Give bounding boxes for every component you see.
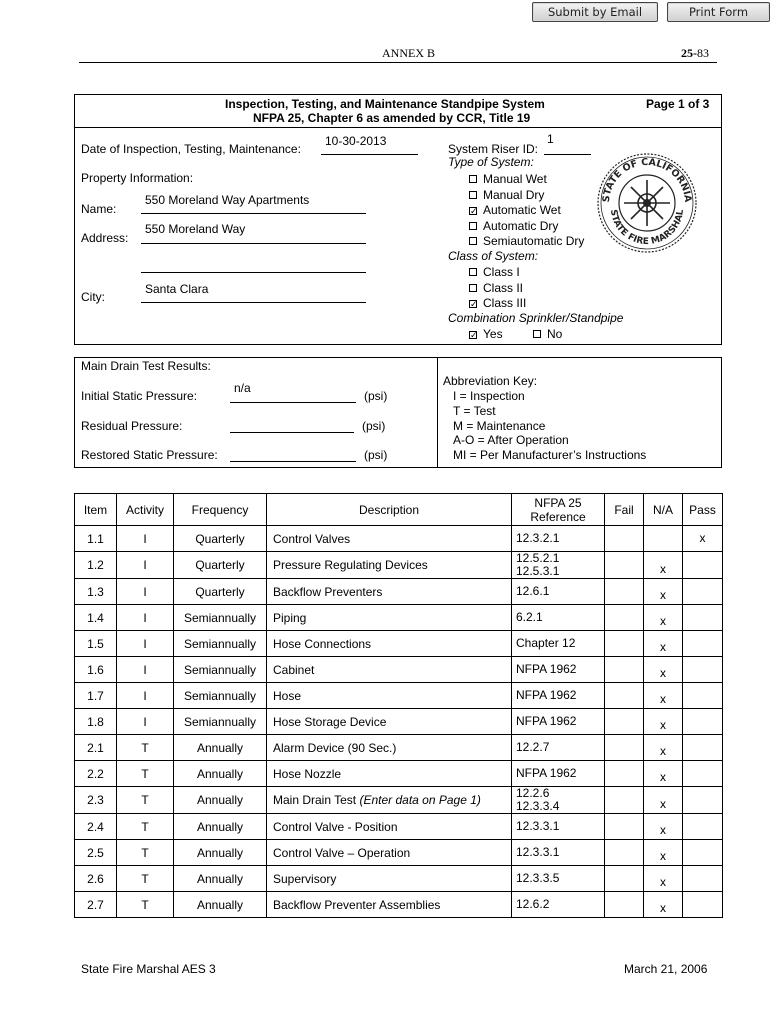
- frequency-cell: Semiannually: [174, 709, 267, 735]
- address-line2-underline[interactable]: [141, 272, 366, 273]
- reference-cell: [512, 709, 605, 735]
- city-label: City:: [81, 290, 105, 304]
- reference-line1: NFPA 1962: [516, 662, 577, 676]
- pass-cell[interactable]: [683, 787, 723, 814]
- description-text: Control Valve - Position: [273, 819, 398, 834]
- date-field[interactable]: 10-30-2013: [325, 134, 387, 148]
- description-text: Hose: [273, 688, 302, 703]
- fail-cell[interactable]: [605, 840, 644, 866]
- reference-line1: NFPA 1962: [516, 766, 577, 780]
- initial-pressure-underline: [230, 402, 356, 403]
- footer-left: State Fire Marshal AES 3: [81, 962, 216, 976]
- item-cell: 1.2: [75, 552, 117, 579]
- abbrev-test: T = Test: [453, 404, 496, 418]
- abbreviation-title: Abbreviation Key:: [443, 374, 538, 388]
- description-cell: [267, 605, 512, 631]
- frequency-cell: Annually: [174, 735, 267, 761]
- table-row: [75, 840, 723, 866]
- description-text: Backflow Preventer Assemblies: [273, 897, 441, 912]
- description-text: Control Valves: [273, 531, 351, 546]
- frequency-cell: Semiannually: [174, 631, 267, 657]
- combo-yes-option[interactable]: [469, 327, 503, 341]
- system-type-manual-wet-option[interactable]: [469, 172, 547, 186]
- table-row: [75, 866, 723, 892]
- item-cell: 2.1: [75, 735, 117, 761]
- drain-box-divider: [437, 358, 438, 467]
- activity-cell: I: [117, 683, 174, 709]
- combo-yes-label: Yes: [483, 327, 503, 341]
- item-cell: 1.3: [75, 579, 117, 605]
- pass-cell[interactable]: [683, 709, 723, 735]
- frequency-cell: Quarterly: [174, 526, 267, 552]
- frequency-cell: Annually: [174, 866, 267, 892]
- system-class-ii-option[interactable]: [469, 281, 523, 295]
- frequency-cell: Semiannually: [174, 657, 267, 683]
- print-form-button[interactable]: Print Form: [667, 2, 770, 22]
- pass-cell[interactable]: [683, 683, 723, 709]
- description-cell: [267, 735, 512, 761]
- item-cell: 1.8: [75, 709, 117, 735]
- fail-cell[interactable]: [605, 787, 644, 814]
- property-info-label: Property Information:: [81, 171, 194, 185]
- abbrev-after-operation: A-O = After Operation: [453, 433, 569, 447]
- system-class-i-label: Class I: [483, 265, 520, 279]
- description-text: Hose Storage Device: [273, 714, 387, 729]
- na-cell[interactable]: x: [644, 787, 683, 814]
- pass-cell[interactable]: [683, 657, 723, 683]
- fail-cell[interactable]: [605, 657, 644, 683]
- pass-cell[interactable]: [683, 552, 723, 579]
- table-row: [75, 814, 723, 840]
- system-type-automatic-dry-checkbox[interactable]: [469, 222, 477, 230]
- description-cell: [267, 683, 512, 709]
- table-row: [75, 892, 723, 918]
- frequency-cell: Semiannually: [174, 683, 267, 709]
- form-title-line1: Inspection, Testing, and Maintenance Standpipe System: [225, 97, 545, 111]
- reference-line1: 12.2.6: [516, 786, 550, 800]
- initial-pressure-field[interactable]: n/a: [234, 381, 251, 395]
- fail-cell[interactable]: [605, 605, 644, 631]
- system-class-i-checkbox[interactable]: [469, 268, 477, 276]
- description-cell: [267, 657, 512, 683]
- system-type-manual-dry-label: Manual Dry: [483, 187, 545, 202]
- frequency-cell: Annually: [174, 814, 267, 840]
- description-text: Alarm Device (90 Sec.): [273, 740, 397, 755]
- fail-cell[interactable]: [605, 892, 644, 918]
- description-cell: [267, 892, 512, 918]
- riser-id-field[interactable]: 1: [547, 132, 554, 146]
- description-note: (Enter data on Page 1): [359, 793, 481, 807]
- frequency-cell: Semiannually: [174, 605, 267, 631]
- description-cell: [267, 709, 512, 735]
- system-class-iii-label: Class III: [483, 296, 527, 310]
- abbrev-manufacturer: MI = Per Manufacturer’s Instructions: [453, 448, 647, 462]
- fail-cell[interactable]: [605, 814, 644, 840]
- residual-pressure-field[interactable]: [230, 432, 354, 433]
- reference-cell: [512, 840, 605, 866]
- system-type-semiautomatic-dry-option[interactable]: [469, 234, 584, 248]
- initial-pressure-label: Initial Static Pressure:: [81, 389, 198, 403]
- residual-pressure-unit: (psi): [362, 419, 386, 433]
- combo-no-label: No: [547, 327, 563, 341]
- title-divider: [75, 127, 721, 128]
- restored-pressure-field[interactable]: [230, 461, 356, 462]
- riser-id-underline: [544, 154, 591, 155]
- pass-cell[interactable]: [683, 579, 723, 605]
- table-row: [75, 761, 723, 787]
- fail-cell[interactable]: [605, 579, 644, 605]
- activity-cell: T: [117, 761, 174, 787]
- frequency-cell: Annually: [174, 761, 267, 787]
- na-cell[interactable]: x: [644, 840, 683, 866]
- na-cell[interactable]: x: [644, 866, 683, 892]
- seal-text-bottom: STATE FIRE MARSHAL: [607, 208, 687, 248]
- footer-right: March 21, 2006: [624, 962, 708, 976]
- fail-cell[interactable]: [605, 683, 644, 709]
- reference-line1: 12.3.3.1: [516, 845, 560, 859]
- col-reference-header: [512, 494, 605, 526]
- na-cell[interactable]: x: [644, 892, 683, 918]
- submit-by-email-button[interactable]: Submit by Email: [532, 2, 658, 22]
- item-cell: 2.4: [75, 814, 117, 840]
- activity-cell: T: [117, 787, 174, 814]
- class-of-system-label: Class of System:: [448, 249, 539, 263]
- na-cell[interactable]: [644, 526, 683, 552]
- na-cell[interactable]: x: [644, 761, 683, 787]
- item-cell: 2.6: [75, 866, 117, 892]
- reference-line1: NFPA 1962: [516, 688, 577, 702]
- reference-cell: [512, 866, 605, 892]
- table-row: [75, 579, 723, 605]
- description-text: Pressure Regulating Devices: [273, 558, 428, 572]
- col-description-header: Description: [267, 494, 512, 526]
- reference-cell: [512, 526, 605, 552]
- col-pass-header: Pass: [683, 494, 723, 526]
- date-underline: [321, 154, 418, 155]
- item-cell: 2.2: [75, 761, 117, 787]
- page-number-bold: 25-: [681, 46, 697, 60]
- na-cell[interactable]: x: [644, 709, 683, 735]
- reference-line1: 12.5.2.1: [516, 551, 560, 565]
- na-cell[interactable]: x: [644, 605, 683, 631]
- pass-cell[interactable]: x: [683, 526, 723, 552]
- initial-pressure-unit: (psi): [364, 389, 388, 403]
- reference-line2: 12.5.3.1: [516, 564, 560, 578]
- state-fire-marshal-seal-icon: [596, 152, 698, 254]
- description-text: Supervisory: [273, 871, 337, 886]
- description-text: Main Drain Test: [273, 793, 360, 807]
- description-text: Piping: [273, 610, 307, 625]
- pass-cell[interactable]: [683, 605, 723, 631]
- reference-cell: [512, 683, 605, 709]
- description-cell: [267, 787, 512, 814]
- name-field[interactable]: 550 Moreland Way Apartments: [145, 193, 310, 207]
- item-cell: 1.7: [75, 683, 117, 709]
- activity-cell: I: [117, 657, 174, 683]
- drain-title: Main Drain Test Results:: [81, 359, 211, 373]
- reference-cell: [512, 787, 605, 814]
- system-class-iii-option[interactable]: [469, 296, 526, 310]
- reference-cell: [512, 552, 605, 579]
- system-type-manual-dry-option[interactable]: [469, 188, 544, 202]
- reference-cell: [512, 892, 605, 918]
- activity-cell: I: [117, 552, 174, 579]
- pass-cell[interactable]: [683, 840, 723, 866]
- col-na-header: N/A: [644, 494, 683, 526]
- reference-line1: 12.3.3.5: [516, 871, 560, 885]
- reference-cell: [512, 605, 605, 631]
- reference-line1: 6.2.1: [516, 610, 543, 624]
- description-cell: [267, 840, 512, 866]
- city-field[interactable]: Santa Clara: [145, 282, 209, 296]
- residual-pressure-label: Residual Pressure:: [81, 419, 183, 433]
- combo-no-option[interactable]: [533, 327, 562, 341]
- description-cell: [267, 866, 512, 892]
- system-type-manual-wet-label: Manual Wet: [483, 172, 547, 186]
- activity-cell: T: [117, 814, 174, 840]
- reference-line1: NFPA 1962: [516, 714, 577, 728]
- reference-line2: 12.3.3.4: [516, 799, 560, 813]
- reference-cell: [512, 814, 605, 840]
- description-text: Hose Connections: [273, 636, 372, 651]
- ref-header-line2: Reference: [530, 509, 586, 524]
- reference-cell: [512, 657, 605, 683]
- reference-line1: 12.3.3.1: [516, 819, 560, 833]
- fail-cell[interactable]: [605, 709, 644, 735]
- activity-cell: T: [117, 735, 174, 761]
- table-row: [75, 787, 723, 814]
- combo-yes-checkbox[interactable]: ✓: [470, 330, 478, 340]
- description-cell: [267, 631, 512, 657]
- col-activity-header: Activity: [117, 494, 174, 526]
- table-row: [75, 631, 723, 657]
- reference-cell: [512, 761, 605, 787]
- description-cell: [267, 552, 512, 579]
- activity-cell: I: [117, 579, 174, 605]
- name-label: Name:: [81, 202, 117, 216]
- description-text: Backflow Preventers: [273, 584, 383, 599]
- combo-no-checkbox[interactable]: [533, 330, 541, 338]
- ref-header-line1: NFPA 25: [534, 495, 582, 510]
- na-cell[interactable]: x: [644, 814, 683, 840]
- inspection-items-table: [74, 493, 723, 918]
- description-cell: [267, 761, 512, 787]
- pass-cell[interactable]: [683, 761, 723, 787]
- system-class-ii-label: Class II: [483, 280, 524, 295]
- reference-cell: [512, 631, 605, 657]
- frequency-cell: Annually: [174, 840, 267, 866]
- table-header-row: [75, 494, 723, 526]
- activity-cell: I: [117, 631, 174, 657]
- name-underline: [141, 213, 366, 214]
- form-title-line2: NFPA 25, Chapter 6 as amended by CCR, Title 19: [253, 111, 531, 125]
- page-of-label: Page 1 of 3: [646, 97, 710, 111]
- pass-cell[interactable]: [683, 866, 723, 892]
- system-type-semiautomatic-dry-checkbox[interactable]: [469, 237, 477, 245]
- col-item-header: Item: [75, 494, 117, 526]
- system-type-semiautomatic-dry-label: Semiautomatic Dry: [483, 234, 585, 249]
- activity-cell: T: [117, 892, 174, 918]
- header-rule: [79, 62, 717, 63]
- activity-cell: I: [117, 526, 174, 552]
- address-label: Address:: [81, 231, 129, 245]
- item-cell: 1.4: [75, 605, 117, 631]
- system-type-automatic-dry-option[interactable]: [469, 219, 558, 233]
- activity-cell: T: [117, 840, 174, 866]
- reference-cell: [512, 579, 605, 605]
- item-cell: 1.6: [75, 657, 117, 683]
- item-cell: 2.3: [75, 787, 117, 814]
- description-cell: [267, 579, 512, 605]
- annex-label: ANNEX B: [382, 46, 435, 60]
- col-fail-header: Fail: [605, 494, 644, 526]
- restored-pressure-label: Restored Static Pressure:: [81, 448, 218, 462]
- reference-line1: 12.3.2.1: [516, 531, 560, 545]
- abbrev-maintenance: M = Maintenance: [453, 419, 546, 433]
- pass-cell[interactable]: [683, 814, 723, 840]
- address-field[interactable]: 550 Moreland Way: [145, 222, 246, 236]
- riser-id-label: System Riser ID:: [448, 142, 539, 156]
- abbrev-inspection: I = Inspection: [453, 389, 525, 403]
- combination-label: Combination Sprinkler/Standpipe: [448, 311, 624, 325]
- fail-cell[interactable]: [605, 866, 644, 892]
- system-class-iii-checkbox[interactable]: ✓: [470, 299, 478, 309]
- item-cell: 2.7: [75, 892, 117, 918]
- system-type-automatic-wet-label: Automatic Wet: [483, 203, 561, 218]
- reference-line1: 12.6.2: [516, 897, 550, 911]
- na-cell[interactable]: x: [644, 631, 683, 657]
- pass-cell[interactable]: [683, 735, 723, 761]
- fail-cell[interactable]: [605, 552, 644, 579]
- address-underline: [141, 243, 366, 244]
- reference-line1: Chapter 12: [516, 636, 576, 650]
- na-cell[interactable]: x: [644, 735, 683, 761]
- na-cell[interactable]: x: [644, 657, 683, 683]
- city-underline: [141, 302, 366, 303]
- table-row: [75, 657, 723, 683]
- table-row: [75, 526, 723, 552]
- na-cell[interactable]: x: [644, 552, 683, 579]
- fail-cell[interactable]: [605, 526, 644, 552]
- description-text: Control Valve – Operation: [273, 845, 411, 860]
- reference-cell: [512, 735, 605, 761]
- system-type-automatic-wet-checkbox[interactable]: ✓: [470, 206, 478, 217]
- fail-cell[interactable]: [605, 631, 644, 657]
- system-type-automatic-wet-option[interactable]: [469, 203, 561, 217]
- frequency-cell: Quarterly: [174, 579, 267, 605]
- frequency-cell: Annually: [174, 787, 267, 814]
- table-row: [75, 552, 723, 579]
- pass-cell[interactable]: [683, 631, 723, 657]
- activity-cell: T: [117, 866, 174, 892]
- system-type-manual-dry-checkbox[interactable]: [469, 191, 477, 199]
- system-class-ii-checkbox[interactable]: [469, 284, 477, 292]
- description-text: Cabinet: [273, 662, 315, 677]
- reference-line1: 12.2.7: [516, 740, 550, 754]
- table-row: [75, 605, 723, 631]
- description-text: Hose Nozzle: [273, 766, 342, 781]
- frequency-cell: Annually: [174, 892, 267, 918]
- type-of-system-label: Type of System:: [448, 155, 534, 169]
- system-class-i-option[interactable]: [469, 265, 520, 279]
- activity-cell: I: [117, 605, 174, 631]
- fail-cell[interactable]: [605, 761, 644, 787]
- na-cell[interactable]: x: [644, 683, 683, 709]
- activity-cell: I: [117, 709, 174, 735]
- fail-cell[interactable]: [605, 735, 644, 761]
- restored-pressure-unit: (psi): [364, 448, 388, 462]
- system-type-automatic-dry-label: Automatic Dry: [483, 218, 559, 233]
- page-number: [681, 46, 709, 61]
- description-cell: [267, 814, 512, 840]
- table-row: [75, 735, 723, 761]
- na-cell[interactable]: x: [644, 579, 683, 605]
- item-cell: 1.5: [75, 631, 117, 657]
- col-frequency-header: Frequency: [174, 494, 267, 526]
- item-cell: 2.5: [75, 840, 117, 866]
- frequency-cell: Quarterly: [174, 552, 267, 579]
- pass-cell[interactable]: [683, 892, 723, 918]
- description-cell: [267, 526, 512, 552]
- reference-line1: 12.6.1: [516, 584, 550, 598]
- date-label: Date of Inspection, Testing, Maintenance:: [81, 142, 301, 156]
- table-row: [75, 709, 723, 735]
- item-cell: 1.1: [75, 526, 117, 552]
- seal-text-top: STATE OF CALIFORNIA: [600, 156, 694, 203]
- system-type-manual-wet-checkbox[interactable]: [469, 175, 477, 183]
- table-row: [75, 683, 723, 709]
- page-number-value: 83: [697, 46, 709, 60]
